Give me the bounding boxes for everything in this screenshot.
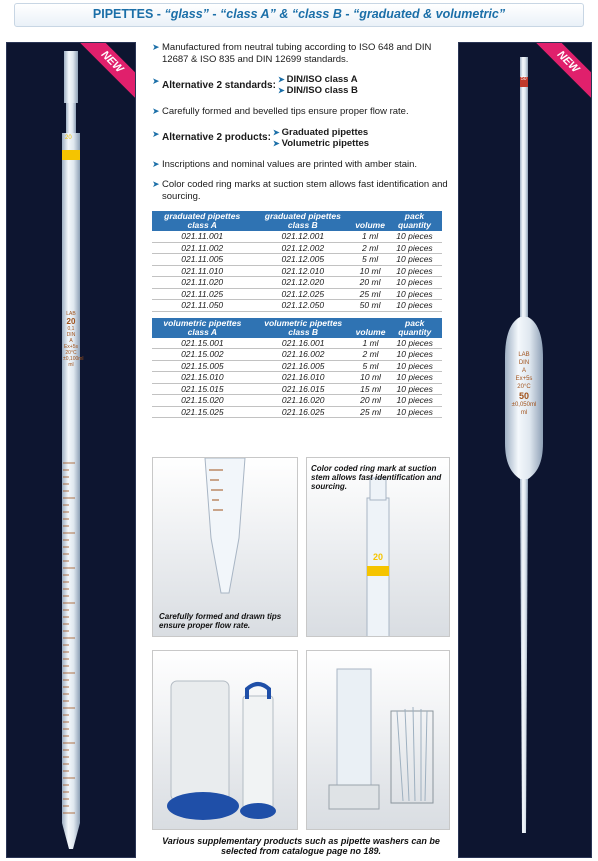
pipette-inscriptions: LAB 20 0,1 DIN A Ex+5s 20°C ±0,100ml ml <box>63 311 84 368</box>
graduated-table-body <box>152 231 442 311</box>
volumetric-table-body <box>152 338 442 418</box>
table-cell: 021.11.025 <box>152 288 252 300</box>
table-cell: 021.11.002 <box>152 242 252 254</box>
bullet-arrow-icon: ➤ <box>152 76 160 86</box>
table-cell: 10 pieces <box>387 231 442 242</box>
table-cell: 10 pieces <box>387 406 442 418</box>
table-cell: 20 ml <box>354 395 388 407</box>
table-cell: 021.12.020 <box>252 277 353 289</box>
table-cell: 15 ml <box>354 383 388 395</box>
table-row <box>152 406 442 418</box>
volumetric-pipette-illustration <box>459 43 592 858</box>
photo-pipette-container <box>152 650 298 830</box>
table-cell: 021.16.010 <box>253 372 354 384</box>
arrow-icon: ➤ <box>277 75 285 84</box>
col-header: pack quantity <box>387 318 442 338</box>
table-cell: 021.11.050 <box>152 300 252 312</box>
table-row <box>152 265 442 277</box>
product-content <box>152 42 448 418</box>
table-cell: 10 pieces <box>387 277 442 289</box>
photo-pipette-washer <box>306 650 450 830</box>
top-ring-number: 20 <box>65 135 72 141</box>
table-cell: 021.12.001 <box>252 231 353 242</box>
table-cell: 5 ml <box>354 360 388 372</box>
col-header: volume <box>353 211 387 231</box>
table-cell: 10 pieces <box>387 360 442 372</box>
top-ring-number: 50 <box>521 76 527 82</box>
graduated-pipettes-table <box>152 211 442 312</box>
table-cell: 10 pieces <box>387 372 442 384</box>
table-cell: 021.15.015 <box>152 383 253 395</box>
bullet-manufactured: ➤ Manufactured from neutral tubing according to ISO 648 and DIN 12687 & ISO 835 and DIN 12699 standards. <box>152 42 432 65</box>
table-row <box>152 395 442 407</box>
table-cell: 021.11.005 <box>152 254 252 266</box>
table-cell: 10 pieces <box>387 395 442 407</box>
table-row <box>152 231 442 242</box>
table-cell: 2 ml <box>354 349 388 361</box>
table-cell: 021.12.050 <box>252 300 353 312</box>
table-header-row <box>152 318 442 338</box>
alt-products: ➤ Alternative 2 products: ➤ Graduated pipettes ➤ Volumetric pipettes <box>152 126 370 149</box>
pipette-inscriptions: LAB DIN A Ex+5s 20°C 50 ±0,050ml ml <box>511 352 537 416</box>
table-row <box>152 254 442 266</box>
table-cell: 021.15.001 <box>152 338 253 349</box>
table-cell: 021.16.005 <box>253 360 354 372</box>
table-cell: 20 ml <box>353 277 387 289</box>
arrow-icon: ➤ <box>277 86 285 95</box>
bullet-color-coded: ➤ Color coded ring marks at suction stem allows fast identification and sourcing. <box>152 179 448 202</box>
table-cell: 1 ml <box>353 231 387 242</box>
arrow-icon: ➤ <box>272 127 280 137</box>
table-cell: 1 ml <box>354 338 388 349</box>
table-cell: 021.15.010 <box>152 372 253 384</box>
table-cell: 5 ml <box>353 254 387 266</box>
table-cell: 021.16.015 <box>253 383 354 395</box>
table-cell: 021.15.002 <box>152 349 253 361</box>
table-cell: 2 ml <box>353 242 387 254</box>
bullet-arrow-icon: ➤ <box>152 158 160 169</box>
table-cell: 25 ml <box>353 288 387 300</box>
table-cell: 021.12.005 <box>252 254 353 266</box>
col-header: graduated pipettes class B <box>252 211 353 231</box>
table-cell: 10 pieces <box>387 265 442 277</box>
table-row <box>152 300 442 312</box>
table-row <box>152 277 442 289</box>
table-cell: 10 ml <box>354 372 388 384</box>
volumetric-pipettes-table <box>152 318 442 419</box>
footer-caption: Various supplementary products such as pipette washers can be selected from catalogue page no 189. <box>162 836 440 856</box>
table-cell: 10 pieces <box>387 338 442 349</box>
table-cell: 10 pieces <box>387 254 442 266</box>
table-cell: 021.15.025 <box>152 406 253 418</box>
caption-ring: Color coded ring mark at suction stem allows fast identification and sourcing. <box>311 464 442 491</box>
table-cell: 021.15.020 <box>152 395 253 407</box>
photo-ring-mark <box>306 457 450 637</box>
table-cell: 50 ml <box>353 300 387 312</box>
table-cell: 10 pieces <box>387 300 442 312</box>
volumetric-pipette-panel <box>458 42 592 858</box>
arrow-icon: ➤ <box>272 138 280 148</box>
photo-pipette-tip <box>152 457 298 637</box>
table-cell: 10 ml <box>353 265 387 277</box>
page-title: PIPETTES - “glass” - “class A” & “class B - “graduated & volumetric” <box>92 7 506 21</box>
alt-standards: ➤ Alternative 2 standards: ➤ DIN/ISO class A ➤ DIN/ISO class B <box>152 74 358 96</box>
table-row <box>152 372 442 384</box>
table-cell: 021.11.020 <box>152 277 252 289</box>
graduated-pipette-illustration <box>7 43 136 858</box>
col-header: graduated pipettes class A <box>152 211 252 231</box>
table-row <box>152 349 442 361</box>
table-cell: 021.16.020 <box>253 395 354 407</box>
table-header-row <box>152 211 442 231</box>
bullet-inscriptions: ➤ Inscriptions and nominal values are printed with amber stain. <box>152 158 418 170</box>
table-row <box>152 338 442 349</box>
table-cell: 021.12.025 <box>252 288 353 300</box>
page-header <box>0 0 598 28</box>
col-header: volumetric pipettes class A <box>152 318 253 338</box>
new-badge: NEW <box>74 42 136 100</box>
table-cell: 021.16.025 <box>253 406 354 418</box>
caption-tips: Carefully formed and drawn tips ensure proper flow rate. <box>159 612 282 630</box>
table-cell: 021.16.002 <box>253 349 354 361</box>
table-cell: 10 pieces <box>387 349 442 361</box>
table-cell: 021.15.005 <box>152 360 253 372</box>
table-cell: 021.11.001 <box>152 231 252 242</box>
col-header: volume <box>354 318 388 338</box>
bullet-arrow-icon: ➤ <box>152 106 160 116</box>
bullet-arrow-icon: ➤ <box>152 179 160 189</box>
table-row <box>152 383 442 395</box>
table-cell: 25 ml <box>354 406 388 418</box>
table-cell: 021.12.010 <box>252 265 353 277</box>
table-row <box>152 360 442 372</box>
table-cell: 10 pieces <box>387 288 442 300</box>
bullet-arrow-icon: ➤ <box>152 42 160 52</box>
new-badge: NEW <box>530 42 592 100</box>
table-cell: 021.11.010 <box>152 265 252 277</box>
bullet-arrow-icon: ➤ <box>152 128 160 139</box>
table-cell: 10 pieces <box>387 383 442 395</box>
graduated-pipette-panel <box>6 42 136 858</box>
table-cell: 021.12.002 <box>252 242 353 254</box>
col-header: pack quantity <box>387 211 442 231</box>
col-header: volumetric pipettes class B <box>253 318 354 338</box>
bullet-tips: ➤ Carefully formed and bevelled tips ensure proper flow rate. <box>152 106 409 117</box>
table-row <box>152 242 442 254</box>
table-cell: 021.16.001 <box>253 338 354 349</box>
ring-number: 20 <box>372 552 383 562</box>
table-cell: 10 pieces <box>387 242 442 254</box>
table-row <box>152 288 442 300</box>
